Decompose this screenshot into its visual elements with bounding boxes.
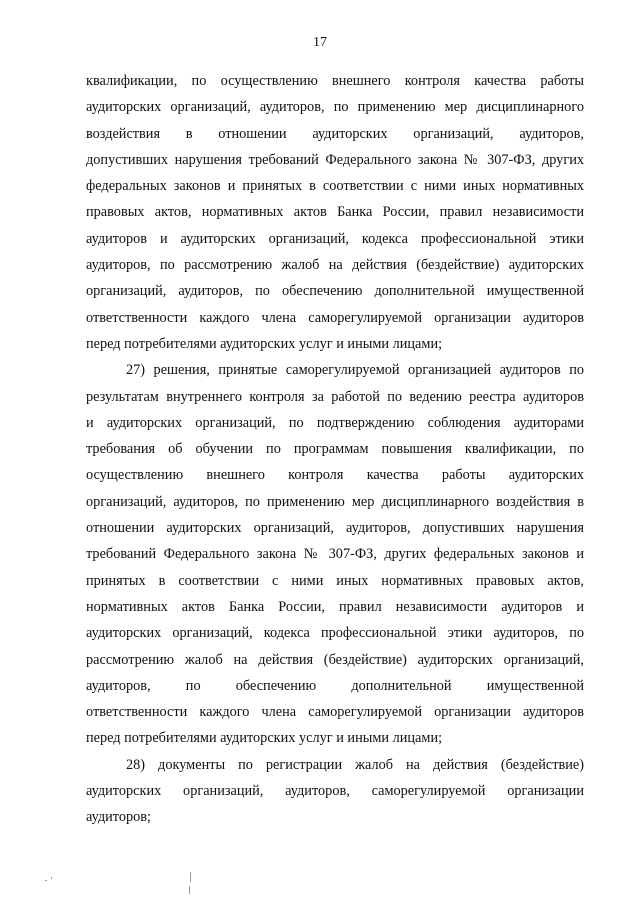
text-line: требования об обучении по программам повышения квалификации, по	[86, 441, 584, 458]
text-line: принятых в соответствии с ними иных нормативных правовых актов,	[86, 572, 584, 589]
text-line: воздействия в отношении аудиторских организаций, аудиторов,	[86, 125, 584, 142]
text-line: требований Федерального закона № 307-ФЗ, других федеральных законов и	[86, 546, 584, 563]
paragraph	[86, 68, 584, 357]
text-line: аудиторов, по обеспечению дополнительной имущественной	[86, 677, 584, 694]
text-line: осуществлению внешнего контроля качества работы аудиторских	[86, 467, 584, 484]
text-line: федеральных законов и принятых в соответствии с ними иных нормативных	[86, 178, 584, 195]
text-line: аудиторов;	[86, 809, 152, 826]
text-line: 27) решения, принятые саморегулируемой организацией аудиторов по	[126, 362, 584, 379]
text-line: 28) документы по регистрации жалоб на действия (бездействие)	[126, 756, 584, 773]
scan-speck	[51, 877, 52, 879]
document-body	[86, 68, 584, 831]
scan-speck	[189, 886, 190, 894]
text-line: результатам внутреннего контроля за работой по ведению реестра аудиторов	[86, 388, 584, 405]
text-line: организаций, аудиторов, по обеспечению дополнительной имущественной	[86, 283, 584, 300]
text-line: квалификации, по осуществлению внешнего контроля качества работы	[86, 73, 584, 89]
text-line: ответственности каждого члена саморегулируемой организации аудиторов	[86, 309, 584, 326]
text-line: аудиторских организаций, аудиторов, по применению мер дисциплинарного	[86, 99, 584, 116]
text-line: аудиторских организаций, аудиторов, саморегулируемой организации	[86, 783, 584, 800]
text-line: аудиторов и аудиторских организаций, кодекса профессиональной этики	[86, 230, 584, 247]
text-line: аудиторов, по рассмотрению жалоб на действия (бездействие) аудиторских	[86, 257, 584, 274]
text-line: рассмотрению жалоб на действия (бездействие) аудиторских организаций,	[86, 651, 584, 668]
scan-speck	[45, 880, 47, 881]
text-line: и аудиторских организаций, по подтверждению соблюдения аудиторами	[86, 414, 584, 431]
page-number: 17	[313, 35, 327, 50]
paragraph	[86, 752, 584, 831]
text-line: аудиторских организаций, кодекса профессиональной этики аудиторов, по	[86, 625, 584, 642]
text-line: допустивших нарушения требований Федерального закона № 307-ФЗ, других	[86, 151, 584, 168]
paragraph	[86, 357, 584, 751]
text-line: перед потребителями аудиторских услуг и иными лицами;	[86, 335, 443, 352]
text-line: отношении аудиторских организаций, аудиторов, допустивших нарушения	[86, 520, 584, 537]
text-line: ответственности каждого члена саморегулируемой организации аудиторов	[86, 704, 584, 721]
text-line: перед потребителями аудиторских услуг и иными лицами;	[86, 730, 443, 747]
scan-speck	[190, 872, 191, 882]
text-line: организаций, аудиторов, по применению мер дисциплинарного воздействия в	[86, 493, 584, 510]
text-line: правовых актов, нормативных актов Банка России, правил независимости	[86, 204, 584, 221]
text-line: нормативных актов Банка России, правил независимости аудиторов и	[86, 598, 584, 615]
